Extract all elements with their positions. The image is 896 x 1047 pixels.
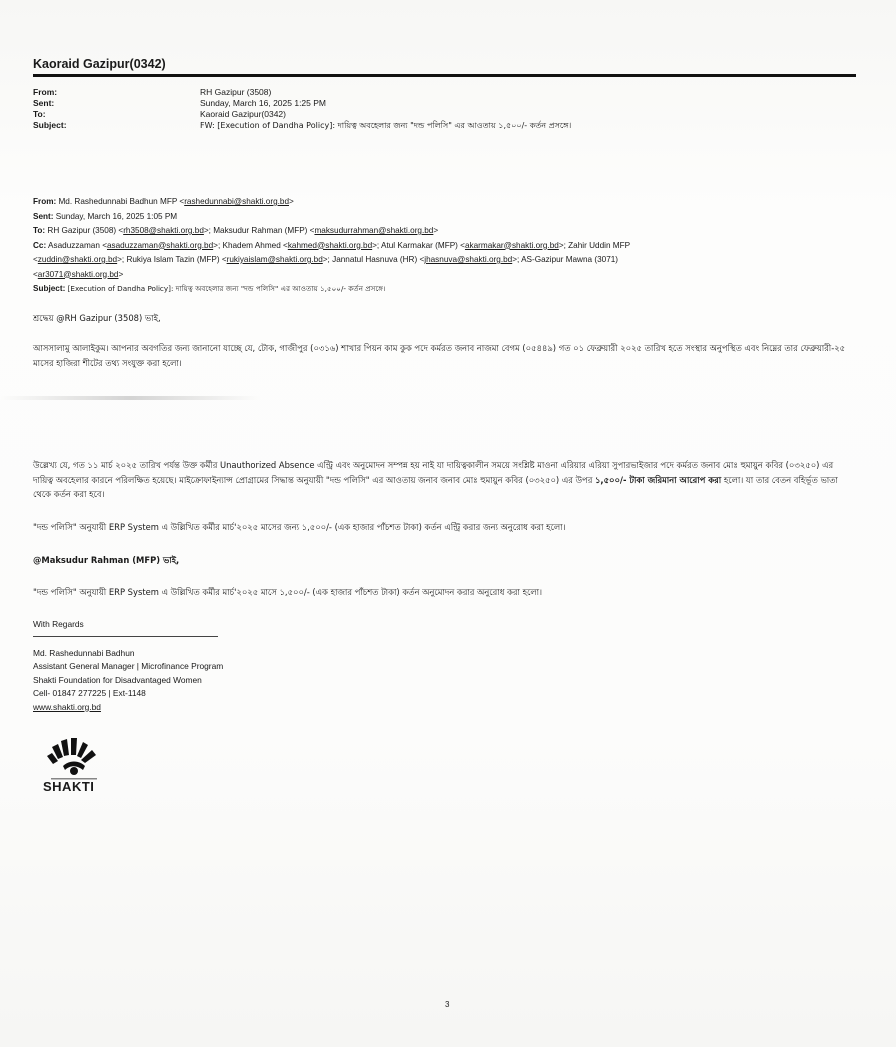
sent-value: Sunday, March 16, 2025 1:25 PM xyxy=(200,98,327,108)
to-email-maksudur[interactable]: maksudurrahman@shakti.org.bd xyxy=(314,226,434,235)
fwd-sent-line: Sent: Sunday, March 16, 2025 1:05 PM xyxy=(33,211,178,221)
cc-email-jhasnuva[interactable]: jhasnuva@shakti.org.bd xyxy=(424,255,513,264)
cc-email-kahmed[interactable]: kahmed@shakti.org.bd xyxy=(287,240,373,250)
from-value: RH Gazipur (3508) xyxy=(200,87,272,97)
regards-line: With Regards xyxy=(33,619,84,629)
fwd-from-line: From: Md. Rashedunnabi Badhun MFP <rashedunnabi@shakti.org.bd> xyxy=(33,197,294,206)
subject-label: Subject: xyxy=(33,120,67,130)
fwd-subject-line: Subject: [Execution of Dandha Policy]: দায়িত্ব অবহেলার জন্য "দন্ড পলিসি" এর আওতায় ১,৫০০/- কর্তন প্রসঙ্গে। xyxy=(33,284,386,293)
signature-name: Md. Rashedunnabi Badhun xyxy=(33,647,135,658)
signature-org: Shakti Foundation for Disadvantaged Women xyxy=(33,674,202,685)
signature-role: Assistant General Manager | Microfinance Program xyxy=(33,661,224,671)
body-paragraph-4: "দন্ড পলিসি" অনুযায়ী ERP System এ উল্লিখিত কর্মীর মার্চ'২০২৫ মাসে ১,৫০০/- (এক হাজার পাঁচশত টাকা) কর্তন অনুমোদন করার অনুরোধ করা হলো। xyxy=(33,587,543,597)
fwd-from-email[interactable]: rashedunnabi@shakti.org.bd xyxy=(184,197,289,206)
greeting: শ্রদ্ধেয় @RH Gazipur (3508) ভাই, xyxy=(33,313,161,323)
document-title: Kaoraid Gazipur(0342) xyxy=(33,57,166,71)
page-number: 3 xyxy=(445,1000,450,1009)
signature-website-link[interactable]: www.shakti.org.bd xyxy=(33,701,101,712)
to-value: Kaoraid Gazipur(0342) xyxy=(200,109,286,119)
shakti-logo-text: SHAKTI xyxy=(43,779,95,794)
cc-email-rukiyaislam[interactable]: rukiyaislam@shakti.org.bd xyxy=(226,255,323,264)
from-label: From: xyxy=(33,87,58,97)
signature-divider xyxy=(33,636,218,637)
cc-email-zuddin[interactable]: zuddin@shakti.org.bd xyxy=(37,255,118,264)
scan-smudge xyxy=(0,396,260,400)
fine-highlight: ১,৫০০/- টাকা জরিমানা আরোপ করা xyxy=(594,474,722,485)
cc-email-akarmakar[interactable]: akarmakar@shakti.org.bd xyxy=(464,240,559,250)
mention-line: @Maksudur Rahman (MFP) ভাই, xyxy=(33,555,180,565)
subject-value: FW: [Execution of Dandha Policy]: দায়িত্ব অবহেলার জন্য "দন্ড পলিসি" এর আওতায় ১,৫০০/- কর্তন প্রসঙ্গে। xyxy=(200,121,572,130)
sent-label: Sent: xyxy=(33,98,55,108)
signature-cell: Cell- 01847 277225 | Ext-1148 xyxy=(33,688,146,698)
fwd-to-line: To: RH Gazipur (3508) <rh3508@shakti.org.bd>; Maksudur Rahman (MFP) <maksudurrahman@shakti.org.bd> xyxy=(33,226,439,235)
to-label: To: xyxy=(33,109,46,119)
title-divider xyxy=(33,74,856,77)
email-header xyxy=(33,87,571,131)
cc-email-asaduzzaman[interactable]: asaduzzaman@shakti.org.bd xyxy=(106,240,214,250)
body-paragraph-2: উল্লেখ্য যে, গত ১১ মার্চ ২০২৫ তারিখ পর্যন্ত উক্ত কর্মীর Unauthorized Absence এন্ট্রি এবং অনুমোদন সম্পন্ন হয় নাই যা দায়িত্বকালীন সময়ে সংশ্লিষ্ট মাওনা এরিয়ার এরিয়া সুপারভাইজার পদে কর্মরত জনাব মোঃ হুমায়ুন কবির (০৩২৫০) এর দায়িত্ব অবহেলার কারনে পরিলক্ষিত হয়েছে। মাইক্রোফাইন্যান্স প্রোগ্রামের সিদ্ধান্ত অনুযায়ী "দন্ড পলিসি" এর আওতায় জনাব জনাব মোঃ হুমায়ুন কবির (০৩২৫০) এর উপর ১,৫০০/- টাকা জরিমানা আরোপ করা হলো। যা তার বেতন বহির্ভূত ভাতা থেকে কর্তন করা হবে। xyxy=(33,460,838,499)
body-paragraph-1: আসসালামু আলাইকুম। আপনার অবগতির জন্য জানানো যাচ্ছে যে, টোক, গাজীপুর (০৩১৬) শাখার পিয়ন কাম কুক পদে কর্মরত জনাব নাজমা বেগম (০৫৪৪৯) গত ০১ ফেব্রুয়ারী ২০২৫ তারিখ হতে সংস্থার অনুপস্থিত এবং নিম্নের তার ফেব্রুয়ারী-২৫ মাসের হাজিরা শীটের তথ্য সংযুক্ত করা হলো। xyxy=(33,343,846,368)
signature-block xyxy=(33,618,223,714)
forwarded-header xyxy=(33,195,823,297)
to-email-rh[interactable]: rh3508@shakti.org.bd xyxy=(123,226,204,235)
body-paragraph-3: "দন্ড পলিসি" অনুযায়ী ERP System এ উল্লিখিত কর্মীর মার্চ'২০২৫ মাসের জন্য ১,৫০০/- (এক হাজার পাঁচশত টাকা) কর্তন এন্ট্রি করার জন্য অনুরোধ করা হলো। xyxy=(33,522,566,532)
cc-email-ar3071[interactable]: ar3071@shakti.org.bd xyxy=(37,269,119,279)
fwd-cc-line: Cc: Asaduzzaman <asaduzzaman@shakti.org.bd>; Khadem Ahmed <kahmed@shakti.org.bd>; Atul Karmakar (MFP) <akarmakar@shakti.org.bd>; Zahir Uddin MFP <zuddin@shakti.org.bd>; Rukiya Islam Tazin (MFP) <rukiyaislam@shakti.org.bd>; Jannatul Hasnuva (HR) <jhasnuva@shakti.org.bd>; AS-Gazipur Mawna (3071) <ar3071@shakti.org.bd> xyxy=(33,240,631,279)
